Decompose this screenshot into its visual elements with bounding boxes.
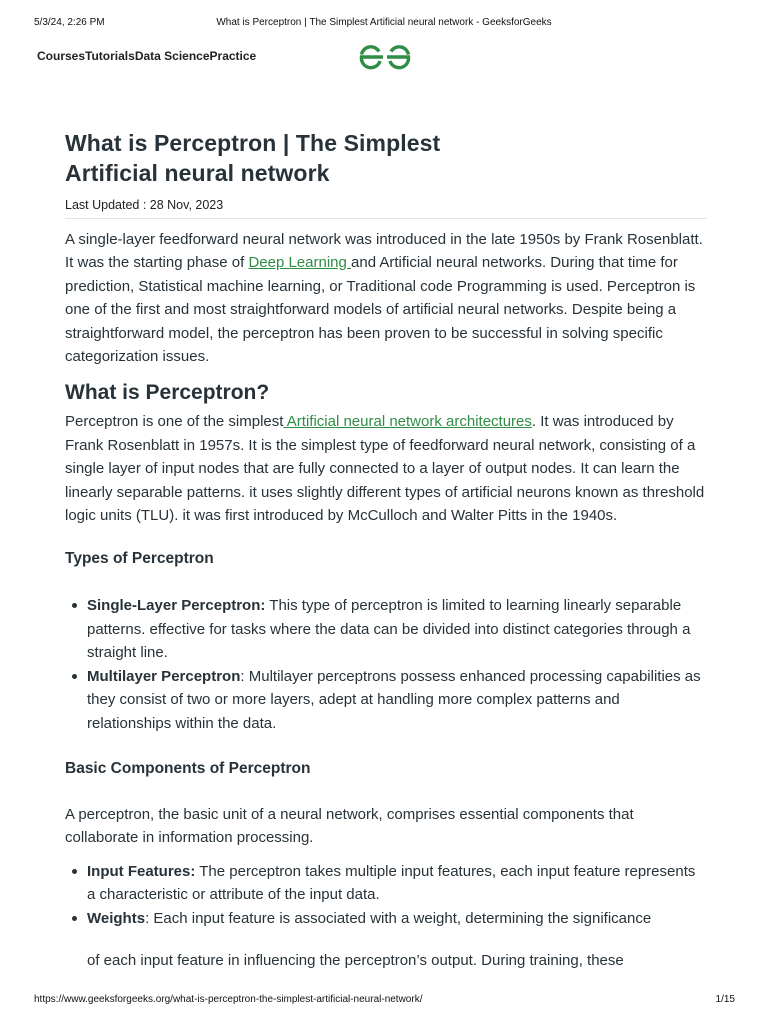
- print-date: 5/3/24, 2:26 PM: [34, 17, 105, 28]
- list-item: Single-Layer Perceptron: This type of perceptron is limited to learning linearly separable patterns. effective for tasks where the data can be divided into distinct categories through a straight line.: [87, 594, 707, 664]
- ann-architectures-link[interactable]: Artificial neural network architectures: [283, 413, 532, 431]
- types-heading: Types of Perceptron: [65, 550, 214, 568]
- print-header: [0, 17, 768, 31]
- article-title: What is Perceptron | The Simplest Artificial neural network: [65, 130, 441, 186]
- components-heading: Basic Components of Perceptron: [65, 759, 311, 777]
- print-footer: [0, 994, 768, 1008]
- print-url: https://www.geeksforgeeks.org/what-is-perceptron-the-simplest-artificial-neural-network/: [34, 994, 423, 1005]
- article: [65, 128, 707, 972]
- components-list: [65, 860, 707, 930]
- weights-continuation: of each input feature in influencing the perceptron’s output. During training, these: [87, 951, 624, 969]
- nav-item-data-science[interactable]: Data Science: [134, 49, 210, 63]
- geeksforgeeks-logo[interactable]: [358, 44, 412, 70]
- nav-item-practice[interactable]: Practice: [209, 49, 257, 63]
- list-item: Input Features: The perceptron takes multiple input features, each input feature represents a characteristic or attribute of the input data.: [87, 860, 707, 907]
- list-item: Weights: Each input feature is associated with a weight, determining the significance: [87, 907, 707, 930]
- deep-learning-link[interactable]: Deep Learning: [248, 254, 352, 272]
- last-updated: Last Updated : 28 Nov, 2023: [65, 198, 224, 212]
- types-list: [65, 594, 707, 734]
- section-heading-what-is-perceptron: What is Perceptron?: [65, 381, 270, 405]
- nav-item-courses[interactable]: Courses: [37, 49, 86, 63]
- top-nav: [37, 49, 256, 65]
- components-intro: A perceptron, the basic unit of a neural network, comprises essential components that collaborate in information processing.: [65, 805, 634, 847]
- title-divider: [65, 218, 707, 219]
- intro-paragraph: A single-layer feedforward neural network was introduced in the late 1950s by Frank Rosenblatt. It was the starting phase of Deep Learning and Artificial neural networks. During that time for prediction, Statistical machine learning, or Traditional code Programming is used. Perceptron is one of the first and most straightforward models of artificial neural networks. Despite being a straightforward model, the perceptron has been proven to be successful in solving specific categorization issues.: [65, 231, 703, 366]
- page-number: 1/15: [715, 994, 735, 1005]
- print-page-title: What is Perceptron | The Simplest Artificial neural network - GeeksforGeeks: [216, 17, 552, 28]
- nav-item-tutorials[interactable]: Tutorials: [85, 49, 135, 63]
- list-item: Multilayer Perceptron: Multilayer perceptrons possess enhanced processing capabilities as they consist of two or more layers, adept at handling more complex patterns and relationships within the data.: [87, 665, 707, 735]
- perceptron-definition-paragraph: Perceptron is one of the simplest Artificial neural network architectures. It was introduced by Frank Rosenblatt in 1957s. It is the simplest type of feedforward neural network, consisting of a single layer of input nodes that are fully connected to a layer of output nodes. It can learn the linearly separable patterns. it uses slightly different types of artificial neurons known as threshold logic units (TLU). it was first introduced by McCulloch and Walter Pitts in the 1940s.: [65, 413, 705, 525]
